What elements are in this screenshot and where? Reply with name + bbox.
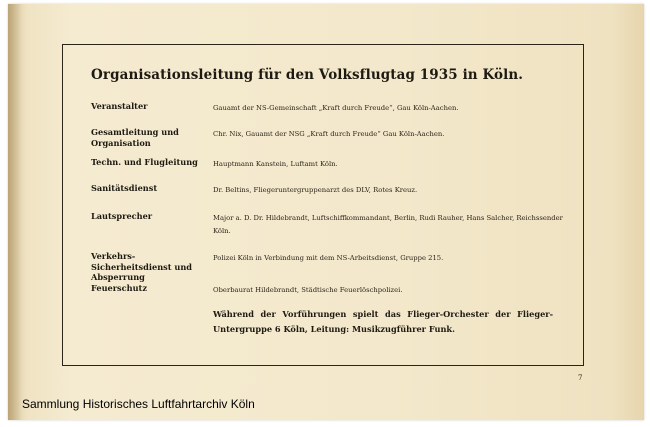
entry-label: Techn. und Flugleitung — [91, 157, 198, 167]
entry-value: Hauptmann Kanstein, Luftamt Köln. — [213, 160, 338, 168]
entry-label: Verkehrs-Sicherheitsdienst und Absperrung — [91, 251, 193, 282]
entry-value: Oberbaurat Hildebrandt, Städtische Feuerlöschpolizei. — [213, 286, 403, 294]
archive-watermark: Sammlung Historisches Luftfahrtarchiv Köln — [22, 397, 255, 411]
content-frame — [62, 44, 584, 366]
entry-value: Dr. Beltins, Fliegeruntergruppenarzt des DLV, Rotes Kreuz. — [213, 186, 418, 194]
orchestra-note: Während der Vorführungen spielt das Flieger-Orchester der Flieger-Untergruppe 6 Köln, Leitung: Musikzugführer Funk. — [213, 309, 553, 334]
page-number: 7 — [578, 374, 583, 382]
booklet-page — [8, 4, 644, 420]
entry-label: Feuerschutz — [91, 283, 147, 293]
entry-label: Gesamtleitung und Organisation — [91, 127, 179, 148]
entry-value: Chr. Nix, Gauamt der NSG „Kraft durch Freude“ Gau Köln-Aachen. — [213, 130, 445, 138]
entry-label: Lautsprecher — [91, 211, 153, 221]
entry-value: Major a. D. Dr. Hildebrandt, Luftschiffkommandant, Berlin, Rudi Rauher, Hans Salcher, Reichssender Köln. — [213, 214, 563, 235]
entry-value: Gauamt der NS-Gemeinschaft „Kraft durch Freude“, Gau Köln-Aachen. — [213, 104, 459, 112]
entry-label: Veranstalter — [91, 101, 148, 111]
entry-label: Sanitätsdienst — [91, 183, 158, 193]
document-heading: Organisationsleitung für den Volksflugtag 1935 in Köln. — [91, 67, 524, 83]
entry-value: Polizei Köln in Verbindung mit dem NS-Arbeitsdienst, Gruppe 215. — [213, 254, 444, 262]
page-fold-shadow — [8, 4, 22, 420]
